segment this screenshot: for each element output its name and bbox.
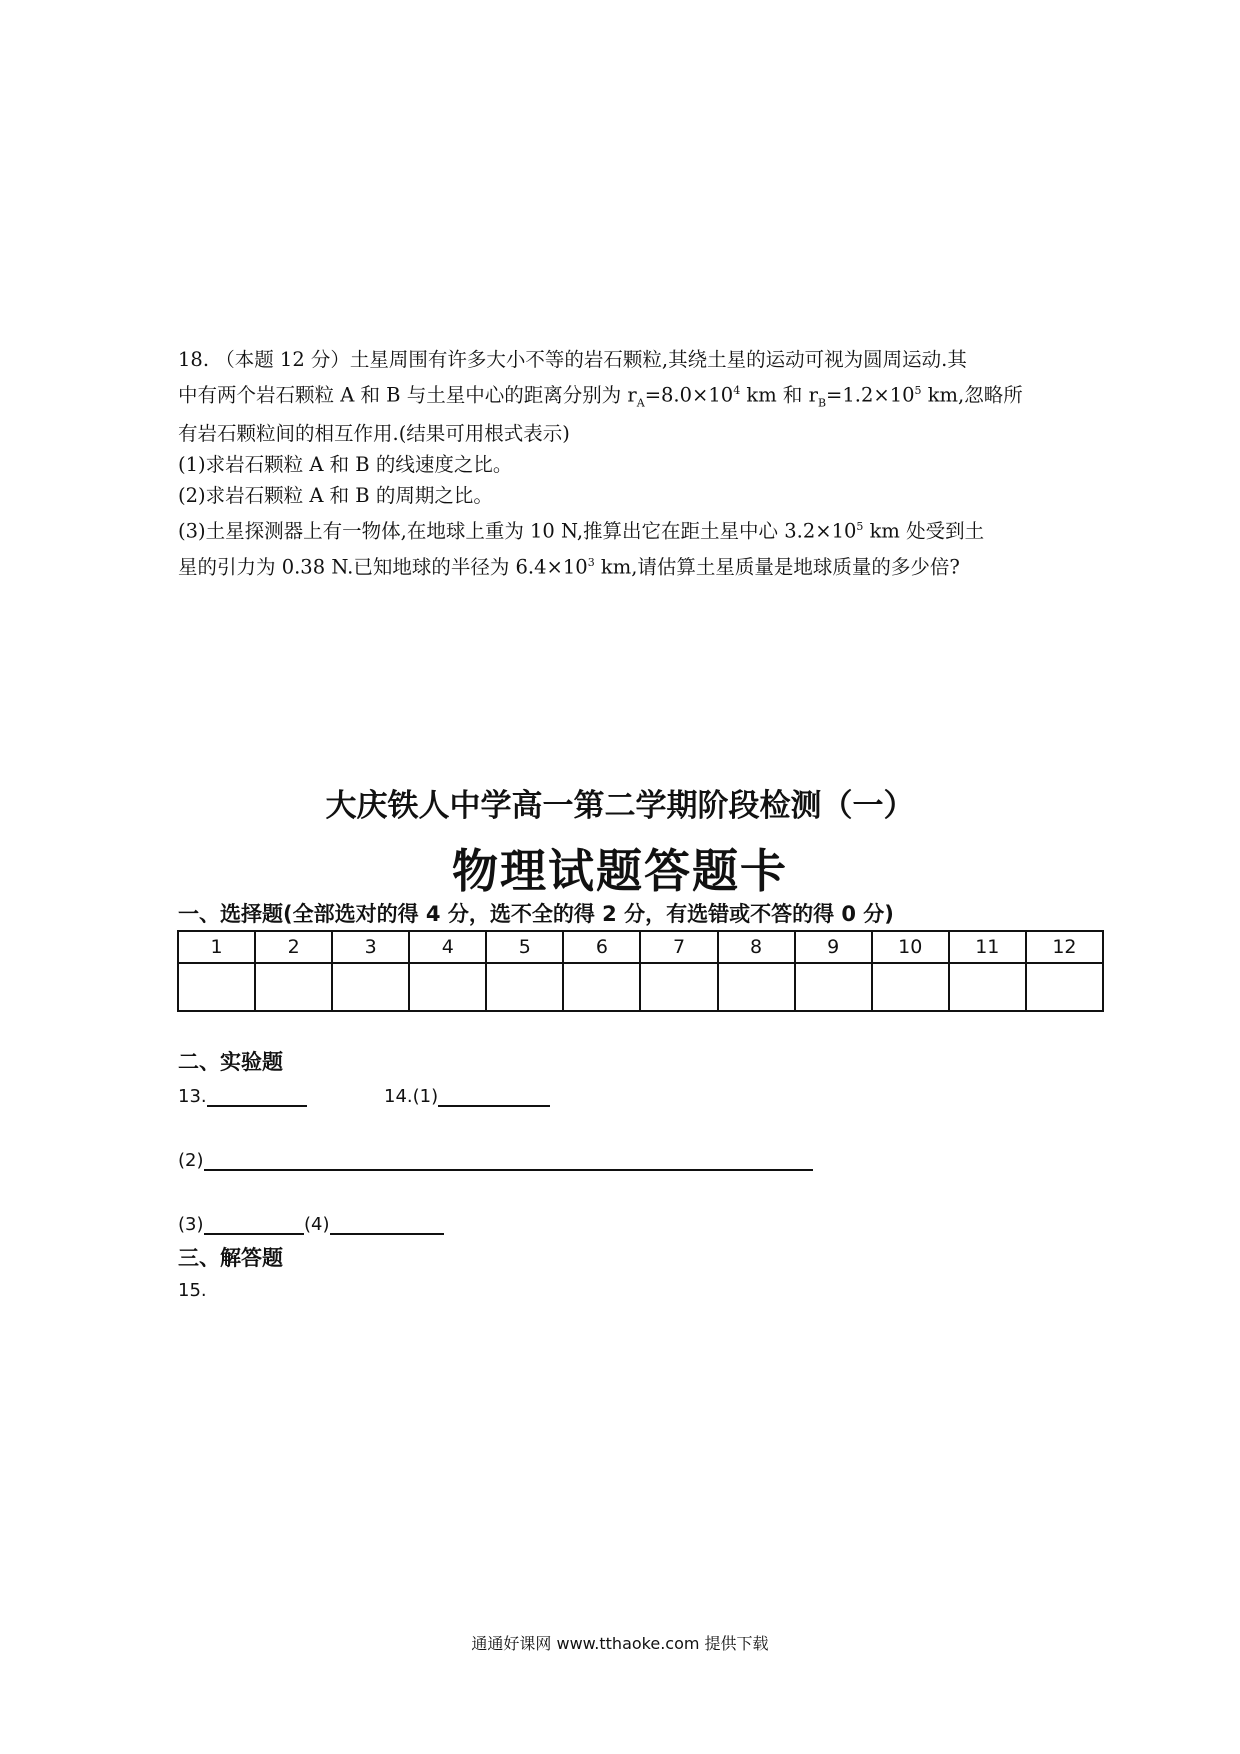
q14-3-fill (178, 1214, 304, 1235)
q14-1-fill (384, 1086, 550, 1107)
q18-text: km,忽略所 (921, 383, 1023, 407)
question-number: 5 (486, 931, 563, 963)
q18-sub-3 (178, 511, 1078, 547)
question-number: 2 (255, 931, 332, 963)
answer-card-title: 物理试题答题卡 (452, 844, 788, 898)
q18-text: km,请估算土星质量是地球质量的多少倍? (594, 555, 960, 579)
question-number: 10 (872, 931, 949, 963)
exam-title: 大庆铁人中学高一第二学期阶段检测（一） (325, 788, 915, 824)
question-number: 7 (640, 931, 717, 963)
answer-cell[interactable] (1026, 963, 1103, 1011)
question-number: 6 (563, 931, 640, 963)
q14-2-blank[interactable] (204, 1151, 813, 1171)
answer-cell[interactable] (409, 963, 486, 1011)
section-solutions: 三、解答题 (178, 1246, 283, 1270)
question-number: 1 (178, 931, 255, 963)
answer-cell[interactable] (949, 963, 1026, 1011)
footer-source: 通通好课网 www.tthaoke.com 提供下载 (471, 1634, 769, 1653)
q13-blank[interactable] (207, 1087, 307, 1107)
section-multiple-choice: 一、选择题(全部选对的得 4 分，选不全的得 2 分，有选错或不答的得 0 分) (178, 902, 894, 926)
q18-line-1: 18. （本题 12 分）土星周围有许多大小不等的岩石颗粒,其绕土星的运动可视为圆周运动.其 (178, 348, 967, 371)
q18-text: =1.2×10 (826, 383, 915, 407)
answer-cell[interactable] (178, 963, 255, 1011)
ra-subscript: A (636, 396, 645, 410)
q18-text: =8.0×10 (644, 383, 734, 407)
q18-sub-2: (2)求岩石颗粒 A 和 B 的周期之比。 (178, 484, 493, 508)
q18-text: (3)土星探测器上有一物体,在地球上重为 10 N,推算出它在距土星中心 3.2×10 (178, 519, 857, 543)
q13-fill (178, 1086, 307, 1107)
question-number: 11 (949, 931, 1026, 963)
answer-grid (177, 930, 1104, 1012)
answer-cell[interactable] (872, 963, 949, 1011)
q18-text: 星的引力为 0.38 N.已知地球的半径为 6.4×10 (178, 555, 588, 579)
q18-text: 中有两个岩石颗粒 A 和 B 与土星中心的距离分别为 r (178, 383, 637, 407)
q14-4-blank[interactable] (330, 1215, 444, 1235)
q14-4-label: (4) (304, 1214, 330, 1235)
q14-1-blank[interactable] (438, 1087, 550, 1107)
question-18 (178, 344, 1078, 582)
answer-cell[interactable] (718, 963, 795, 1011)
question-number: 9 (795, 931, 872, 963)
q14-4-fill (304, 1214, 444, 1235)
q14-2-label: (2) (178, 1150, 204, 1171)
answer-cell[interactable] (640, 963, 717, 1011)
q18-line-2 (178, 375, 1078, 418)
rb-subscript: B (817, 396, 827, 410)
rb-exponent: 5 (914, 384, 922, 397)
question-number: 12 (1026, 931, 1103, 963)
q18-sub-3-cont (178, 547, 1078, 583)
q18-text: km 处受到土 (863, 519, 985, 543)
q14-3-blank[interactable] (204, 1215, 304, 1235)
answer-grid-blank-row (178, 963, 1103, 1011)
q18-sub-1: (1)求岩石颗粒 A 和 B 的线速度之比。 (178, 453, 513, 477)
section-experiment: 二、实验题 (178, 1050, 283, 1074)
exponent: 3 (587, 555, 595, 569)
q18-line-3: 有岩石颗粒间的相互作用.(结果可用根式表示) (178, 422, 570, 446)
q18-text: km 和 r (740, 383, 818, 407)
answer-cell[interactable] (563, 963, 640, 1011)
answer-cell[interactable] (795, 963, 872, 1011)
exponent: 5 (856, 520, 864, 534)
answer-cell[interactable] (255, 963, 332, 1011)
q14-2-fill (178, 1150, 813, 1171)
question-number: 3 (332, 931, 409, 963)
q15-label: 15. (178, 1280, 207, 1301)
answer-cell[interactable] (332, 963, 409, 1011)
answer-grid-header (178, 931, 1103, 963)
ra-exponent: 4 (733, 384, 741, 397)
answer-cell[interactable] (486, 963, 563, 1011)
question-number: 8 (718, 931, 795, 963)
question-number: 4 (409, 931, 486, 963)
q14-3-label: (3) (178, 1214, 204, 1235)
q14-1-label: 14.(1) (384, 1086, 439, 1107)
q13-label: 13. (178, 1086, 207, 1107)
